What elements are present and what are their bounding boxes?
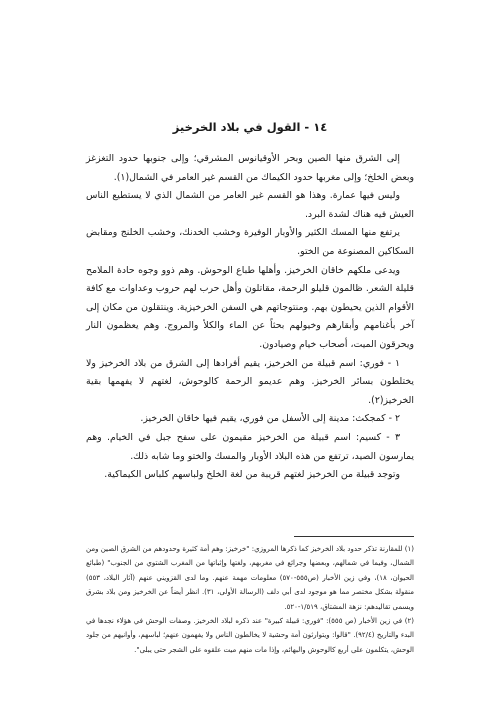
paragraph-uninhabited: وليس فيها عمارة. وهذا هو القسم غير العامر من الشمال الذي لا يستطيع الناس العيش فيه هناك لشدة البرد. bbox=[86, 190, 414, 220]
footnote-separator bbox=[294, 536, 414, 537]
paragraph-king-and-people: ويدعى ملكهم خاقان الخرخيز. وأهلها طباع الوحوش. وهم ذوو وجوه حادة الملامح قليلة الشعر. ظالمون قليلو الرحمة، مقاتلون وأهل حرب لهم حروب وعداوات مع كافة الأقوام الذين يحيطون بهم. ومنتوجاتهم هي السفن الخرخيزية. وينتقلون من مكان إلى آخر بأغنامهم وأبقارهم وخيولهم بحثاً عن الماء والكلأ والمروج. وهم يعظمون النار ويحرقون الميت، أصحاب خيام وصيادون. bbox=[86, 264, 414, 350]
footnotes bbox=[86, 542, 414, 657]
body-text bbox=[86, 150, 414, 485]
paragraph-item-kamjakath: ٢ - كمجكث: مدينة إلى الأسفل من فوري، يقيم فيها خاقان الخرخيز. bbox=[140, 413, 400, 425]
footnote-1: (١) للمقارنة تذكر حدود بلاد الخرخيز كما ذكرها المروزي: "خرخيز: وهم أمة كثيرة وحدودهم من الشرق الصين ومن الشمال، وفيما في شمالهم، وبعضها وجرائع في مغربهم، ولغتها وإثباتها من المغرب الشتوي من الجنوب" (طبائع الحيوان، ١٨)، وفي زين الأخبار (ص٥٥٥-٥٧٠) معلومات مهمة عنهم. وما لدى القزويني عنهم (آثار البلاد، ٥٥٣) منقولة بشكل مختصر مما هو موجود لدى أبي دلف (الرسالة الأولى، ٣١). انظر أيضاً عن الخرخيز ومن بلاد بشرق ويسمى تقاليدهم: نزهة المشتاق، ١/٥١٩-٥٢٠. bbox=[86, 545, 415, 611]
footnote-2: (٢) في زين الأخبار (ص ٥٥٥): "فوري: قبيلة كبيرة" عند ذكره لبلاد الخرخيز. وصفات الوحش في هؤلاء نجدها في البدء والتاريخ (٩٢/٤). "قالوا: ويتوارثون أمة وحشية لا يخالطون الناس ولا يفهمون عنهم؛ لباسهم، وأوانيهم من جلود الوحش، يتكلمون على أربع كالوحوش والبهائم، وإذا مات منهم ميت علقوه على الشجر حتى يبلى". bbox=[86, 617, 414, 654]
paragraph-tribe-language: وتوجد قبيلة من الخرخيز لغتهم قريبة من لغة الخلخ ولباسهم كلباس الكيماكية. bbox=[104, 469, 400, 481]
paragraph-item-kasim: ٣ - كسيم: اسم قبيلة من الخرخيز مقيمون على سفح جبل في الخيام. وهم يمارسون الصيد، ترتفع من هذه البلاد الأوبار والمسك والختو وما شابه ذلك. bbox=[86, 431, 414, 462]
section-heading: ١٤ - القول في بلاد الخرخيز bbox=[172, 120, 328, 134]
paragraph-item-fawri: ١ - فوري: اسم قبيلة من الخرخيز، يقيم أفرادها إلى الشرق من بلاد الخرخيز ولا يختلطون بسائر الخرخيز. وهم عديمو الرحمة كالوحوش، لغتهم لا يفهمها بقية الخرخيز(٢). bbox=[86, 357, 414, 406]
paragraph-products: يرتفع منها المسك الكثير والأوبار الوفيرة وخشب الخدنك، وخشب الخلنج ومقابض السكاكين المصنوعة من الختو. bbox=[86, 227, 414, 257]
paragraph-borders: إلى الشرق منها الصين وبحر الأوقيانوس المشرقي؛ وإلى جنوبها حدود التغزغز وبعض الخلخ؛ وإلى مغربها حدود الكيماك من القسم غير العامر في الشمال(١). bbox=[86, 153, 414, 183]
